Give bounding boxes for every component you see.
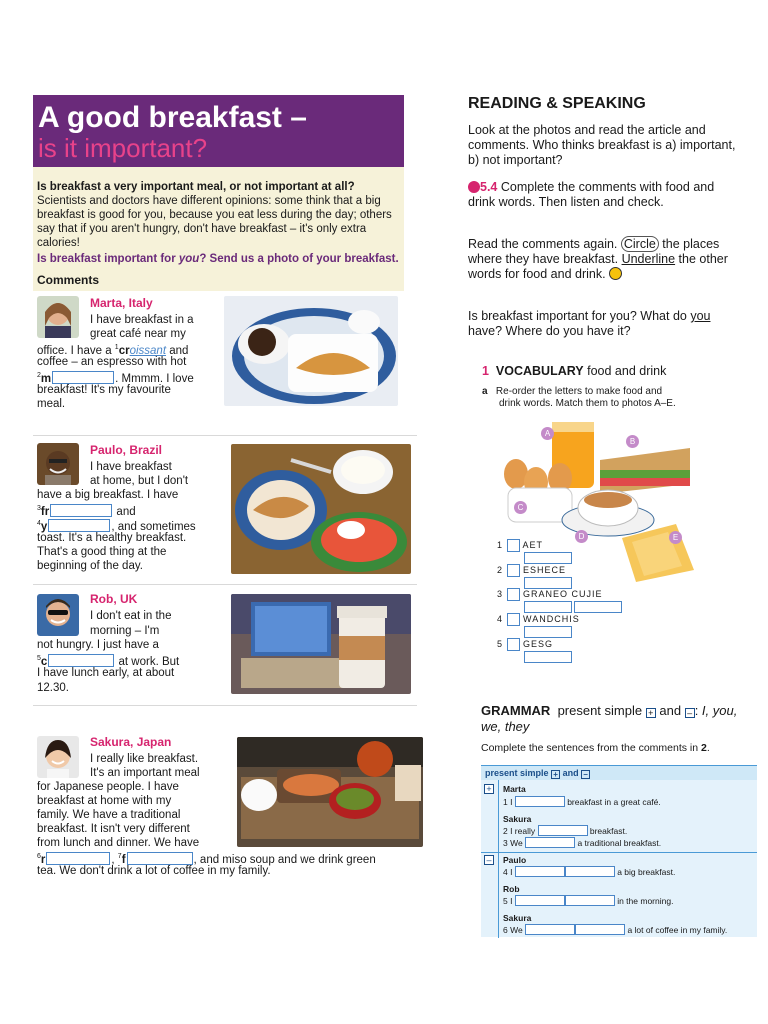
instruction-circle-underline: Read the comments again. Circle the places where they have breakfast. Underline the other words for food and drink. xyxy=(468,237,728,281)
photo-coffee-laptop xyxy=(231,594,411,694)
comment-line: $^3$fr and xyxy=(37,505,136,518)
article-title-banner xyxy=(33,95,404,167)
photo-label-c: C xyxy=(514,501,527,514)
grammar-gap[interactable] xyxy=(525,924,575,935)
grammar-person: Rob xyxy=(503,884,520,894)
photo-japanese-breakfast xyxy=(237,737,423,847)
audio-icon[interactable] xyxy=(468,181,480,193)
reading-speaking-heading: READING & SPEAKING xyxy=(468,95,646,112)
answer-box-1[interactable] xyxy=(524,552,572,564)
grammar-sentence-2: 2 I really breakfast. xyxy=(503,826,628,836)
comment-line: I have lunch early, at about xyxy=(37,667,175,679)
avatar-sakura xyxy=(37,736,79,778)
comment-line: for Japanese people. I have xyxy=(37,781,179,793)
grammar-person: Sakura xyxy=(503,814,532,824)
vocab-item-4: 4 WANDCHIS xyxy=(497,613,580,626)
grammar-gap[interactable] xyxy=(565,866,615,877)
comment-line: beginning of the day. xyxy=(37,560,143,572)
comment-line: breakfast at home with my xyxy=(37,795,172,807)
instruction-look-at-photos: Look at the photos and read the article and comments. Who thinks breakfast is a) important, b) not important? xyxy=(468,123,736,167)
divider xyxy=(33,584,417,585)
vocab-item-1: 1 AET xyxy=(497,539,543,552)
pencil-icon xyxy=(609,267,622,280)
grammar-gap[interactable] xyxy=(515,866,565,877)
answer-box-5[interactable] xyxy=(524,651,572,663)
comment-line: office. I have a $^1$croissant and xyxy=(37,344,189,357)
commenter-name-rob: Rob, UK xyxy=(90,592,138,606)
comment-line: I really like breakfast. xyxy=(90,753,199,765)
instruction-complete-comments: 5.4 Complete the comments with food and drink words. Then listen and check. xyxy=(468,180,715,209)
comment-line: I don't eat in the xyxy=(90,610,172,622)
grammar-gap[interactable] xyxy=(515,895,565,906)
photo-fruit-yogurt xyxy=(231,444,411,574)
commenter-name-paulo: Paulo, Brazil xyxy=(90,443,163,457)
intro-question: Is breakfast a very important meal, or not important at all? xyxy=(37,181,355,193)
avatar-marta xyxy=(37,296,79,338)
photo-croissant-espresso xyxy=(224,296,398,406)
answer-box-3b[interactable] xyxy=(574,601,622,613)
photo-label-b: B xyxy=(626,435,639,448)
match-box[interactable] xyxy=(507,539,520,552)
answer-gap-6[interactable] xyxy=(46,852,110,865)
avatar-paulo xyxy=(37,443,79,485)
comment-line: family. We have a traditional xyxy=(37,809,181,821)
photo-label-e: E xyxy=(669,531,682,544)
comment-line: have a big breakfast. I have xyxy=(37,489,179,501)
comments-heading: Comments xyxy=(37,273,100,287)
comment-line: It's an important meal xyxy=(90,767,200,779)
article-subtitle: is it important? xyxy=(38,133,208,163)
vocab-instruction-line2: drink words. Match them to photos A–E. xyxy=(499,398,676,409)
grammar-person: Marta xyxy=(503,784,526,794)
grammar-sentence-6: 6 We a lot of coffee in my family. xyxy=(503,925,728,935)
match-box[interactable] xyxy=(507,613,520,626)
intro-cta: Is breakfast important for you? Send us a photo of your breakfast. xyxy=(37,253,399,265)
match-box[interactable] xyxy=(507,588,520,601)
comment-line: at home, but I don't xyxy=(90,475,189,487)
vocab-item-2: 2 ESHECE xyxy=(497,564,566,577)
answer-gap-5[interactable] xyxy=(48,654,114,667)
answer-gap-4[interactable] xyxy=(48,519,110,532)
grammar-instruction: Complete the sentences from the comments in 2. xyxy=(481,742,710,754)
article-title: A good breakfast – xyxy=(38,101,307,134)
divider xyxy=(33,705,417,706)
commenter-name-sakura: Sakura, Japan xyxy=(90,735,172,749)
answer-gap-7[interactable] xyxy=(127,852,193,865)
commenter-name-marta: Marta, Italy xyxy=(90,296,153,310)
grammar-gap[interactable] xyxy=(565,895,615,906)
minus-sign-icon: – xyxy=(484,855,494,865)
grammar-person: Paulo xyxy=(503,855,527,865)
comment-line: I have breakfast in a xyxy=(90,314,194,326)
vocab-item-5: 5 GESG xyxy=(497,638,553,651)
intro-box xyxy=(33,167,404,291)
comment-line: $^2$m . Mmmm. I love xyxy=(37,372,194,385)
vocabulary-heading: 1 VOCABULARY food and drink xyxy=(482,364,667,378)
answer-box-4[interactable] xyxy=(524,626,572,638)
vocab-item-3: 3 GRANEO CUJIE xyxy=(497,588,603,601)
intro-body: Scientists and doctors have different opinions: some think that a big breakfast is good for you, because you eat less during the day; others say that if you aren't hungry, don't have breakfast – it's only extra calories! xyxy=(37,195,392,249)
comment-line: not hungry. I just have a xyxy=(37,639,159,651)
grammar-sentence-1: 1 I breakfast in a great café. xyxy=(503,797,661,807)
match-box[interactable] xyxy=(507,564,520,577)
instruction-discussion: Is breakfast important for you? What do you have? Where do you have it? xyxy=(468,309,711,338)
comment-line: I have breakfast xyxy=(90,461,172,473)
match-box[interactable] xyxy=(507,638,520,651)
avatar-rob xyxy=(37,594,79,636)
comment-line: tea. We don't drink a lot of coffee in my family. xyxy=(37,865,271,877)
grammar-sentence-4: 4 I a big breakfast. xyxy=(503,867,676,877)
comment-line: coffee – an espresso with hot xyxy=(37,356,187,368)
comment-line: $^6$r , $^7$f , and miso soup and we drink green xyxy=(37,853,376,866)
grammar-table xyxy=(481,765,757,937)
photo-label-d: D xyxy=(575,530,588,543)
comment-line: meal. xyxy=(37,398,66,410)
grammar-gap[interactable] xyxy=(575,924,625,935)
comment-line: 12.30. xyxy=(37,682,69,694)
comment-line: great café near my xyxy=(90,328,186,340)
grammar-gap[interactable] xyxy=(515,796,565,807)
comment-line: from lunch and dinner. We have xyxy=(37,837,200,849)
comment-line: toast. It's a healthy breakfast. xyxy=(37,532,187,544)
vocab-instruction: a Re-order the letters to make food and xyxy=(482,386,663,397)
comment-line: breakfast! It's my favourite xyxy=(37,384,171,396)
grammar-person: Sakura xyxy=(503,913,532,923)
answer-gap-3[interactable] xyxy=(50,504,112,517)
comment-line: $^4$y , and sometimes xyxy=(37,520,196,533)
plus-sign-icon: + xyxy=(484,784,494,794)
grammar-heading: GRAMMAR present simple + and – : I, you, xyxy=(481,703,738,718)
divider xyxy=(33,435,417,436)
grammar-sentence-3: 3 We a traditional breakfast. xyxy=(503,838,662,848)
answer-box-3a[interactable] xyxy=(524,601,572,613)
comment-line: That's a good thing at the xyxy=(37,546,167,558)
grammar-gap[interactable] xyxy=(538,825,588,836)
grammar-gap[interactable] xyxy=(525,837,575,848)
grammar-sentence-5: 5 I in the morning. xyxy=(503,896,674,906)
comment-line: breakfast. It isn't very different xyxy=(37,823,190,835)
answer-gap-2[interactable] xyxy=(52,371,114,384)
grammar-heading-pronouns: we, they xyxy=(481,719,530,734)
comment-line: $^5$c at work. But xyxy=(37,655,180,668)
comment-line: morning – I'm xyxy=(90,625,160,637)
grammar-table-header: present simple + and – xyxy=(481,766,757,780)
photo-label-a: A xyxy=(541,427,554,440)
